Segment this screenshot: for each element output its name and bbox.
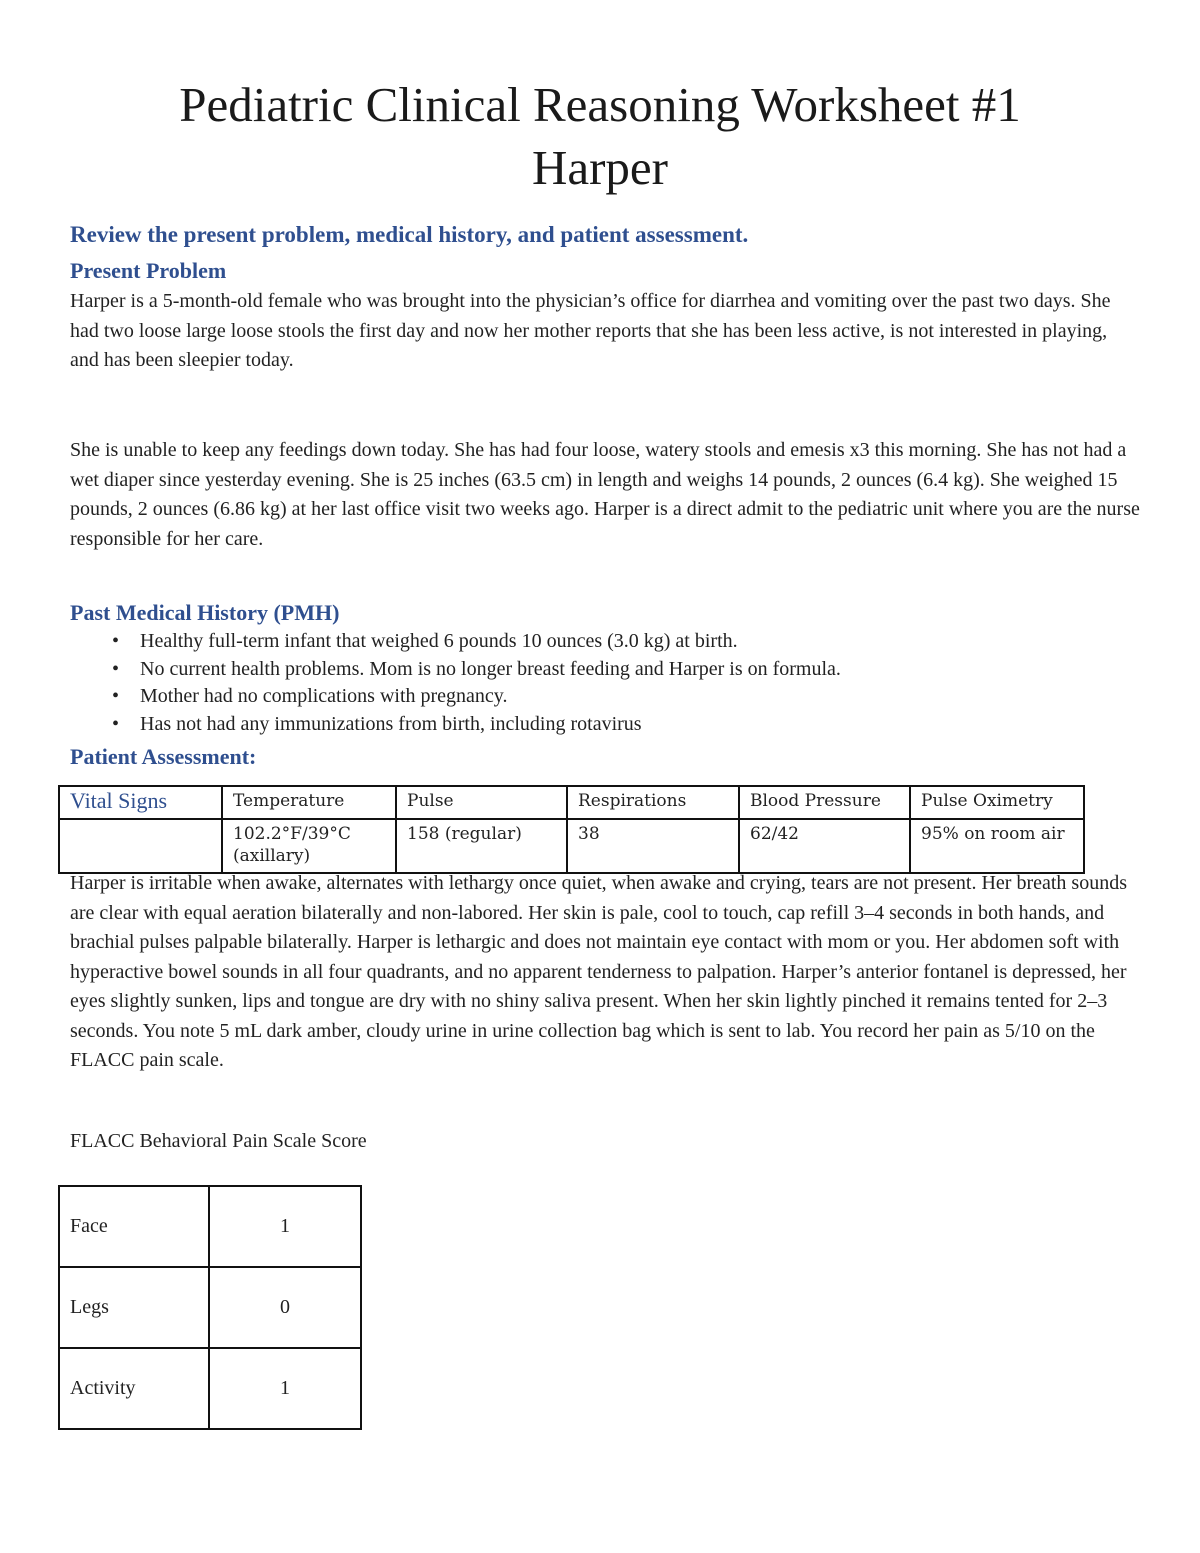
present-problem-paragraph-2: She is unable to keep any feedings down today. She has had four loose, watery stools and emesis x3 this morning. She has not had a wet diaper since yesterday evening. She is 25 inches (63.5 cm) in length and weighs 14 pounds, 2 ounces (6.4 kg). She weighed 15 pounds, 2 ounces (6.86 kg) at her last office visit two weeks ago. Harper is a direct admit to the pediatric unit where you are the nurse responsible for her care. xyxy=(70,439,1140,550)
vitals-value-pulse-oximetry: 95% on room air xyxy=(910,819,1084,873)
vitals-header-blood-pressure: Blood Pressure xyxy=(739,786,910,819)
pmh-item-text: Has not had any immunizations from birth, including rotavirus xyxy=(140,712,642,735)
patient-assessment-heading: Patient Assessment: xyxy=(70,744,257,769)
vitals-header-pulse: Pulse xyxy=(396,786,567,819)
table-row xyxy=(59,1348,361,1429)
table-row xyxy=(59,819,1084,873)
review-heading: Review the present problem, medical history, and patient assessment. xyxy=(70,222,749,247)
list-item xyxy=(70,656,1120,684)
flacc-label-face: Face xyxy=(59,1186,209,1267)
assessment-narrative: Harper is irritable when awake, alternates with lethargy once quiet, when awake and crying, tears are not present. Her breath sounds are clear with equal aeration bilaterally and non-labored. Her skin is pale, cool to touch, cap refill 3–4 seconds in both hands, and brachial pulses palpable bilaterally. Harper is lethargic and does not maintain eye contact with mom or you. Her abdomen soft with hyperactive bowel sounds in all four quadrants, and no apparent tenderness to palpation. Harper’s anterior fontanel is depressed, her eyes slightly sunken, lips and tongue are dry with no shiny saliva present. When her skin lightly pinched it remains tented for 2–3 seconds. You note 5 mL dark amber, cloudy urine in urine collection bag which is sent to lab. You record her pain as 5/10 on the FLACC pain scale. xyxy=(70,872,1128,1071)
vitals-value-respirations: 38 xyxy=(567,819,739,873)
flacc-score-table xyxy=(58,1185,362,1430)
vitals-empty-cell xyxy=(59,819,222,873)
vitals-value-temperature: 102.2°F/39°C (axillary) xyxy=(222,819,396,873)
vitals-header-respirations: Respirations xyxy=(567,786,739,819)
pmh-list xyxy=(70,628,1120,738)
list-item xyxy=(70,683,1120,711)
present-problem-paragraph-1: Harper is a 5-month-old female who was brought into the physician’s office for diarrhea and vomiting over the past two days. She had two loose large loose stools the first day and now her mother reports that she has been less active, is not interested in playing, and has been sleepier today. xyxy=(70,290,1111,371)
flacc-caption: FLACC Behavioral Pain Scale Score xyxy=(70,1130,367,1152)
flacc-value-legs: 0 xyxy=(209,1267,361,1348)
bullet-icon: • xyxy=(112,685,120,707)
flacc-label-legs: Legs xyxy=(59,1267,209,1348)
bullet-icon: • xyxy=(112,630,120,652)
pmh-heading: Past Medical History (PMH) xyxy=(70,600,340,625)
flacc-label-activity: Activity xyxy=(59,1348,209,1429)
vital-signs-table xyxy=(58,785,1085,874)
list-item xyxy=(70,628,1120,656)
table-row xyxy=(59,1186,361,1267)
flacc-value-face: 1 xyxy=(209,1186,361,1267)
patient-name-title: Harper xyxy=(531,140,669,195)
vitals-header-pulse-oximetry: Pulse Oximetry xyxy=(910,786,1084,819)
flacc-value-activity: 1 xyxy=(209,1348,361,1429)
table-row xyxy=(59,786,1084,819)
page-title: Pediatric Clinical Reasoning Worksheet #1 xyxy=(179,77,1021,132)
pmh-item-text: Mother had no complications with pregnancy. xyxy=(140,685,508,707)
vitals-header-temperature: Temperature xyxy=(222,786,396,819)
present-problem-heading: Present Problem xyxy=(70,258,227,283)
vital-signs-label: Vital Signs xyxy=(59,786,222,819)
list-item xyxy=(70,711,1120,739)
bullet-icon: • xyxy=(112,712,120,735)
pmh-item-text: No current health problems. Mom is no longer breast feeding and Harper is on formula. xyxy=(140,657,841,680)
bullet-icon: • xyxy=(112,657,120,680)
table-row xyxy=(59,1267,361,1348)
vitals-value-pulse: 158 (regular) xyxy=(396,819,567,873)
vitals-value-blood-pressure: 62/42 xyxy=(739,819,910,873)
pmh-item-text: Healthy full-term infant that weighed 6 pounds 10 ounces (3.0 kg) at birth. xyxy=(140,630,738,652)
